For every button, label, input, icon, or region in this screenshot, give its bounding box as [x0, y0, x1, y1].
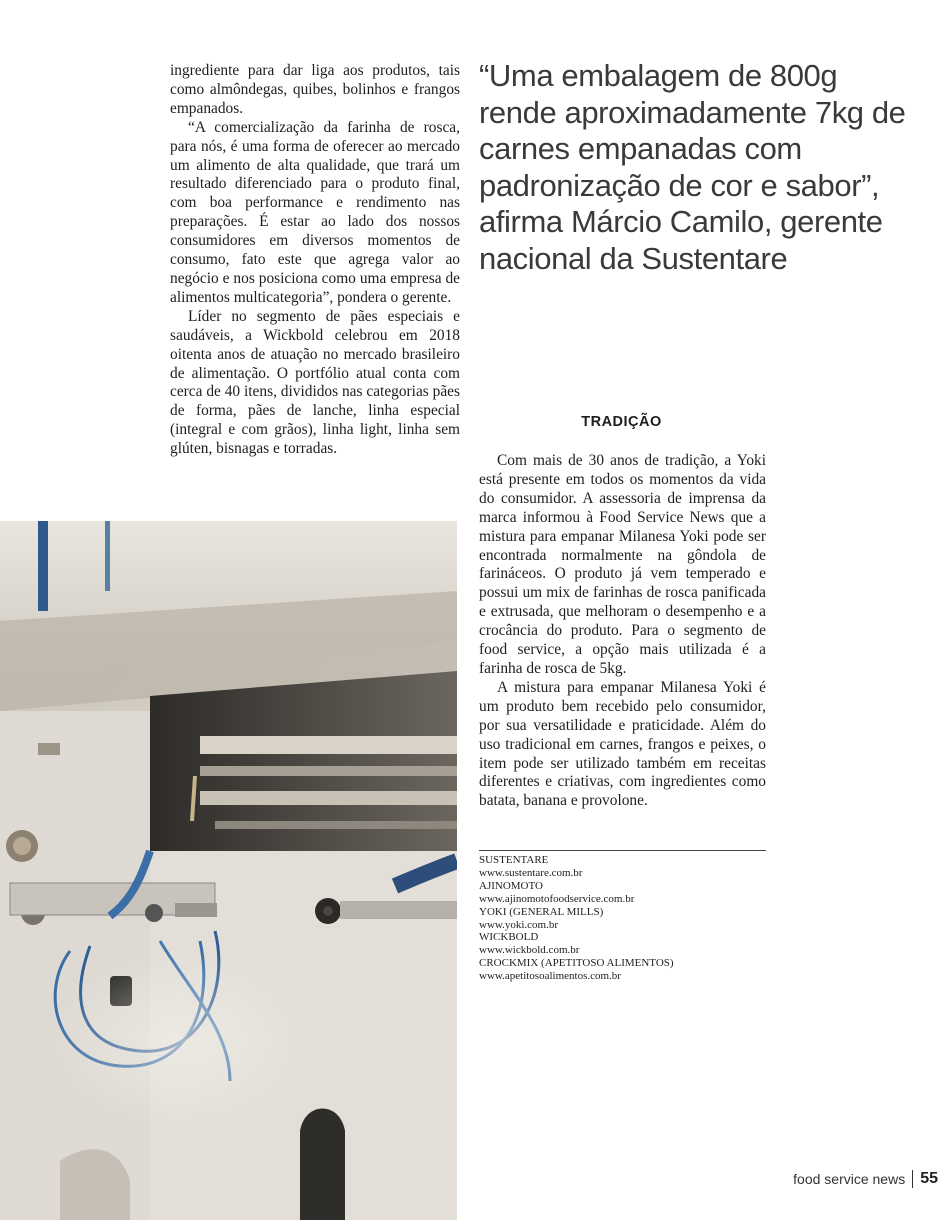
- right-paragraph: A mistura para empanar Milanesa Yoki é um produto bem recebido pelo consumidor, por sua versatilidade e praticidade. Além do uso tradicional em carnes, frangos e peixes, o item pode ser utilizado também em receitas diferentes e criativas, com ingredientes como batata, banana e provolone.: [479, 678, 766, 810]
- pull-quote: “Uma embalagem de 800g rende aproximadamente 7kg de carnes empanadas com padronização de cor e sabor”, afirma Márcio Camilo, gerente nacional da Sustentare: [479, 58, 906, 276]
- source-line: AJINOMOTO: [479, 879, 543, 892]
- source-line: WICKBOLD: [479, 931, 539, 944]
- left-article-column: [170, 62, 460, 459]
- source-line: www.ajinomotofoodservice.com.br: [479, 892, 635, 905]
- machine-photo: [0, 521, 457, 1220]
- source-line: SUSTENTARE: [479, 854, 549, 866]
- section-heading: TRADIÇÃO: [581, 414, 662, 430]
- source-line: www.wickbold.com.br: [479, 944, 580, 957]
- left-paragraph: Líder no segmento de pães especiais e saudáveis, a Wickbold celebrou em 2018 oitenta anos de atuação no mercado brasileiro de alimentação. O portfólio atual conta com cerca de 40 itens, divididos nas categorias pães de forma, pães de lanche, linha especial (integral e com grãos), linha light, linha sem glúten, bisnagas e torradas.: [170, 307, 460, 458]
- left-paragraph: “A comercialização da farinha de rosca, para nós, é uma forma de oferecer ao mercado um alimento de alta qualidade, que trará um resultado diferenciado para o produto final, com boa performance e rendimento nas preparações. É estar ao lado dos nossos consumidores em diversos momentos de consumo, fato este que agrega valor ao negócio e nos posiciona como uma empresa de alimentos multicategoria”, pondera o gerente.: [170, 118, 460, 306]
- footer-divider: [912, 1170, 913, 1188]
- source-line: www.sustentare.com.br: [479, 866, 583, 879]
- source-line: YOKI (GENERAL MILLS): [479, 905, 604, 918]
- page-footer: [793, 1170, 938, 1188]
- right-paragraph: Com mais de 30 anos de tradição, a Yoki está presente em todos os momentos da vida do consumidor. A assessoria de imprensa da marca informou à Food Service News que a mistura para empanar Milanesa Yoki pode ser encontrada normalmente na gôndola de farináceos. O produto já vem temperado e possui um mix de farinhas de rosca panificada e extrusada, que melhoram o desempenho e a crocância do produto. Para o segmento de food service, a opção mais utilizada é a farinha de rosca de 5kg.: [479, 452, 766, 677]
- source-line: CROCKMIX (APETITOSO ALIMENTOS): [479, 957, 674, 970]
- left-paragraph: ingrediente para dar liga aos produtos, tais como almôndegas, quibes, bolinhos e frangos empanados.: [170, 62, 460, 117]
- source-line: www.yoki.com.br: [479, 918, 559, 931]
- sources-list: [479, 850, 766, 983]
- right-article-column: [479, 452, 766, 811]
- source-line: www.apetitosoalimentos.com.br: [479, 970, 621, 983]
- page-number: 55: [920, 1170, 938, 1187]
- publication-name: food service news: [793, 1171, 906, 1187]
